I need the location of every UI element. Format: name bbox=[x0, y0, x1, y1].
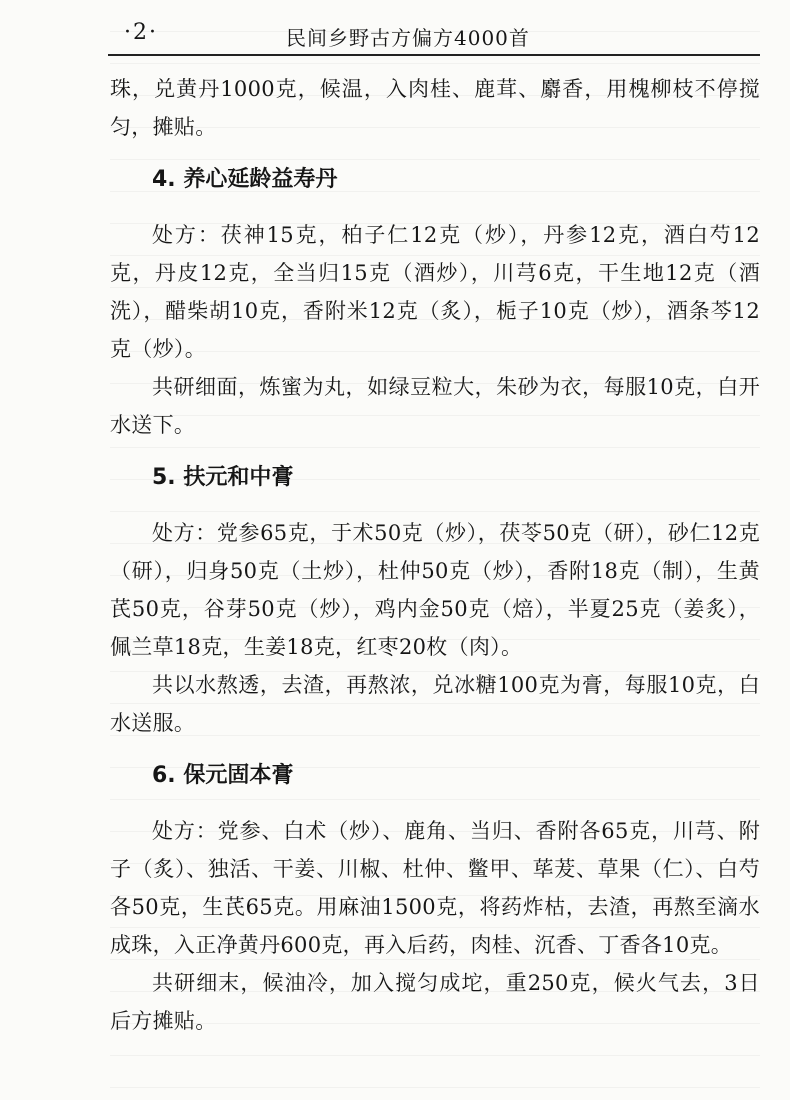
section-4-prescription: 处方：茯神15克，柏子仁12克（炒），丹参12克，酒白芍12克，丹皮12克，全当归15克（酒炒），川芎6克，干生地12克（酒洗），醋柴胡10克，香附米12克（炙），栀子10克（炒），酒条芩12克（炒）。 bbox=[110, 223, 760, 361]
section-6-prescription: 处方：党参、白术（炒）、鹿角、当归、香附各65克，川芎、附子（炙）、独活、干姜、川椒、杜仲、鳖甲、荜茇、草果（仁）、白芍各50克，生芪65克。用麻油1500克，将药炸枯，去渣，再熬至滴水成珠，入正净黄丹600克，再入后药，肉桂、沉香、丁香各10克。 bbox=[110, 819, 760, 957]
carryover-paragraph: 珠，兑黄丹1000克，候温，入肉桂、鹿茸、麝香，用槐柳枝不停搅匀，摊贴。 bbox=[110, 77, 760, 139]
running-title: 民间乡野古方偏方4000首 bbox=[286, 26, 530, 50]
section-title-4: 4. 养心延龄益寿丹 bbox=[152, 167, 338, 192]
spacer bbox=[110, 742, 760, 758]
page-content bbox=[110, 70, 760, 1040]
page-header bbox=[108, 10, 760, 56]
section-5-method: 共以水熬透，去渣，再熬浓，兑冰糖100克为膏，每服10克，白水送服。 bbox=[110, 673, 760, 735]
section-title-5: 5. 扶元和中膏 bbox=[152, 465, 294, 490]
spacer bbox=[110, 794, 760, 812]
spacer bbox=[110, 146, 760, 162]
page-number: ·2· bbox=[124, 20, 158, 45]
section-6-method: 共研细末，候油冷，加入搅匀成坨，重250克，候火气去，3日后方摊贴。 bbox=[110, 971, 760, 1033]
section-5-prescription: 处方：党参65克，于术50克（炒），茯苓50克（研），砂仁12克（研），归身50克（土炒），杜仲50克（炒），香附18克（制），生黄芪50克，谷芽50克（炒），鸡内金50克（焙），半夏25克（姜炙），佩兰草18克，生姜18克，红枣20枚（肉）。 bbox=[110, 521, 760, 659]
spacer bbox=[110, 496, 760, 514]
spacer bbox=[110, 444, 760, 460]
spacer bbox=[110, 198, 760, 216]
section-4-method: 共研细面，炼蜜为丸，如绿豆粒大，朱砂为衣，每服10克，白开水送下。 bbox=[110, 375, 760, 437]
section-title-6: 6. 保元固本膏 bbox=[152, 763, 294, 788]
